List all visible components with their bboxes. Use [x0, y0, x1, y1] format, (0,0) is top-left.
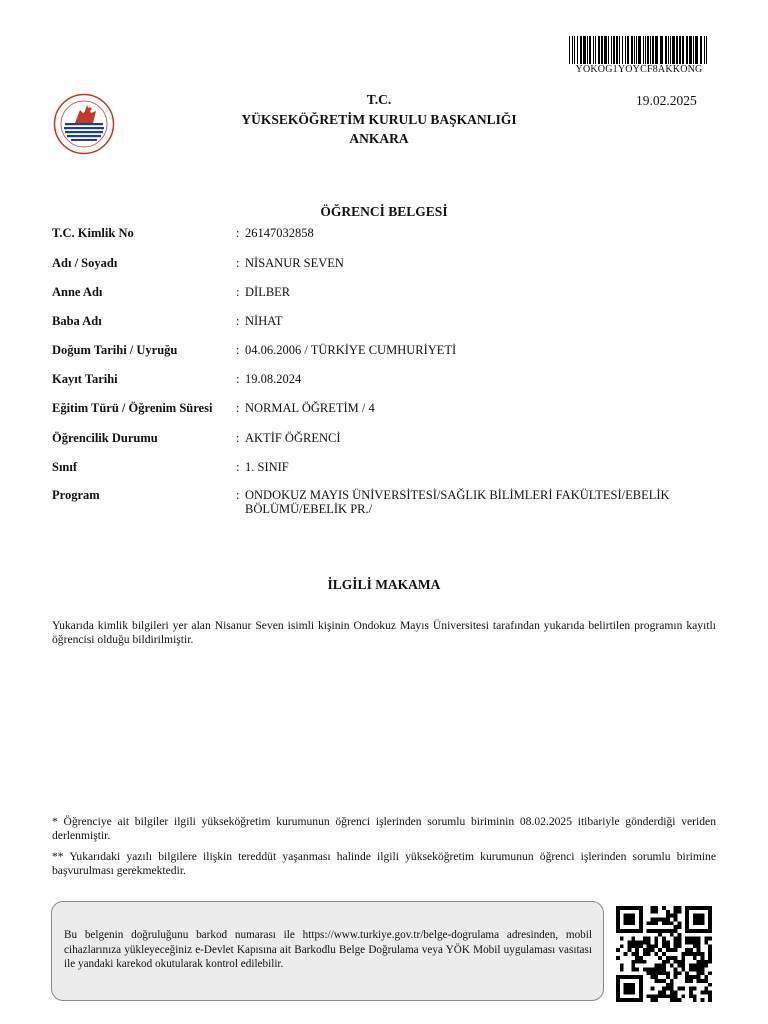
footnote-2: ** Yukarıdaki yazılı bilgilere ilişkin tereddüt yaşanması halinde ilgili yükseköğretim kurumunun öğrenci işlerinden sorumlu birimine başvurulması gerekmektedir.: [52, 850, 716, 877]
university-emblem-icon: [53, 93, 115, 155]
field-value-education: NORMAL ÖĞRETİM / 4: [245, 401, 375, 415]
document-header: [200, 90, 558, 149]
field-value-mother: DİLBER: [245, 285, 291, 299]
field-colon: :: [236, 226, 240, 240]
field-label-tc-no: T.C. Kimlik No: [52, 226, 134, 240]
header-line-institution: YÜKSEKÖĞRETİM KURULU BAŞKANLIĞI: [241, 111, 517, 127]
field-colon: :: [236, 372, 240, 386]
footnote-1: * Öğrenciye ait bilgiler ilgili yükseköğretim kurumunun öğrenci işlerinden sorumlu biriminin 08.02.2025 itibariyle gönderdiği veriden derlenmiştir.: [52, 815, 716, 842]
barcode-icon: [568, 36, 710, 66]
field-value-status: AKTİF ÖĞRENCİ: [245, 431, 341, 445]
field-label-mother: Anne Adı: [52, 285, 103, 299]
field-value-name: NİSANUR SEVEN: [245, 256, 344, 270]
header-line-tc: T.C.: [366, 92, 392, 107]
field-value-father: NİHAT: [245, 314, 283, 328]
barcode-number: YOKOG1YOYCF8AKKONG: [575, 64, 703, 75]
field-colon: :: [236, 256, 240, 270]
field-colon: :: [236, 488, 240, 502]
verification-text: Bu belgenin doğruluğunu barkod numarası ile https://www.turkiye.gov.tr/belge-dogrulama adresinden, mobil cihazlarınıza yükleyeceğiniz e-Devlet Kapısına ait Barkodlu Belge Doğrulama veya YÖK Mobil uygulaması vasıtası ile yandaki karekod okutularak kontrol edilebilir.: [64, 929, 592, 970]
qr-code-icon: [616, 906, 712, 1002]
field-colon: :: [236, 460, 240, 474]
body-paragraph: Yukarıda kimlik bilgileri yer alan Nisanur Seven isimli kişinin Ondokuz Mayıs Üniversitesi tarafından yukarıda belirtilen programın kayıtlı öğrencisi olduğu bildirilmiştir.: [52, 619, 716, 646]
field-value-program: ONDOKUZ MAYIS ÜNİVERSİTESİ/SAĞLIK BİLİMLERİ FAKÜLTESİ/EBELİK BÖLÜMÜ/EBELİK PR./: [245, 488, 670, 516]
field-value-tc-no: 26147032858: [245, 226, 314, 240]
field-colon: :: [236, 285, 240, 299]
document-title: ÖĞRENCİ BELGESİ: [320, 204, 448, 219]
header-line-city: ANKARA: [349, 131, 409, 146]
section-title: İLGİLİ MAKAMA: [327, 577, 441, 592]
field-colon: :: [236, 343, 240, 357]
field-label-status: Öğrencilik Durumu: [52, 431, 158, 445]
field-value-birth: 04.06.2006 / TÜRKİYE CUMHURİYETİ: [245, 343, 457, 357]
field-label-registration: Kayıt Tarihi: [52, 372, 118, 386]
field-colon: :: [236, 314, 240, 328]
field-label-birth: Doğum Tarihi / Uyruğu: [52, 343, 178, 357]
field-label-father: Baba Adı: [52, 314, 102, 328]
field-label-class: Sınıf: [52, 460, 78, 474]
field-value-class: 1. SINIF: [245, 460, 289, 474]
document-date: 19.02.2025: [636, 93, 697, 108]
field-label-program: Program: [52, 488, 100, 502]
field-colon: :: [236, 431, 240, 445]
field-label-name: Adı / Soyadı: [52, 256, 118, 270]
field-colon: :: [236, 401, 240, 415]
field-value-registration: 19.08.2024: [245, 372, 302, 386]
field-label-education: Eğitim Türü / Öğrenim Süresi: [52, 401, 213, 415]
